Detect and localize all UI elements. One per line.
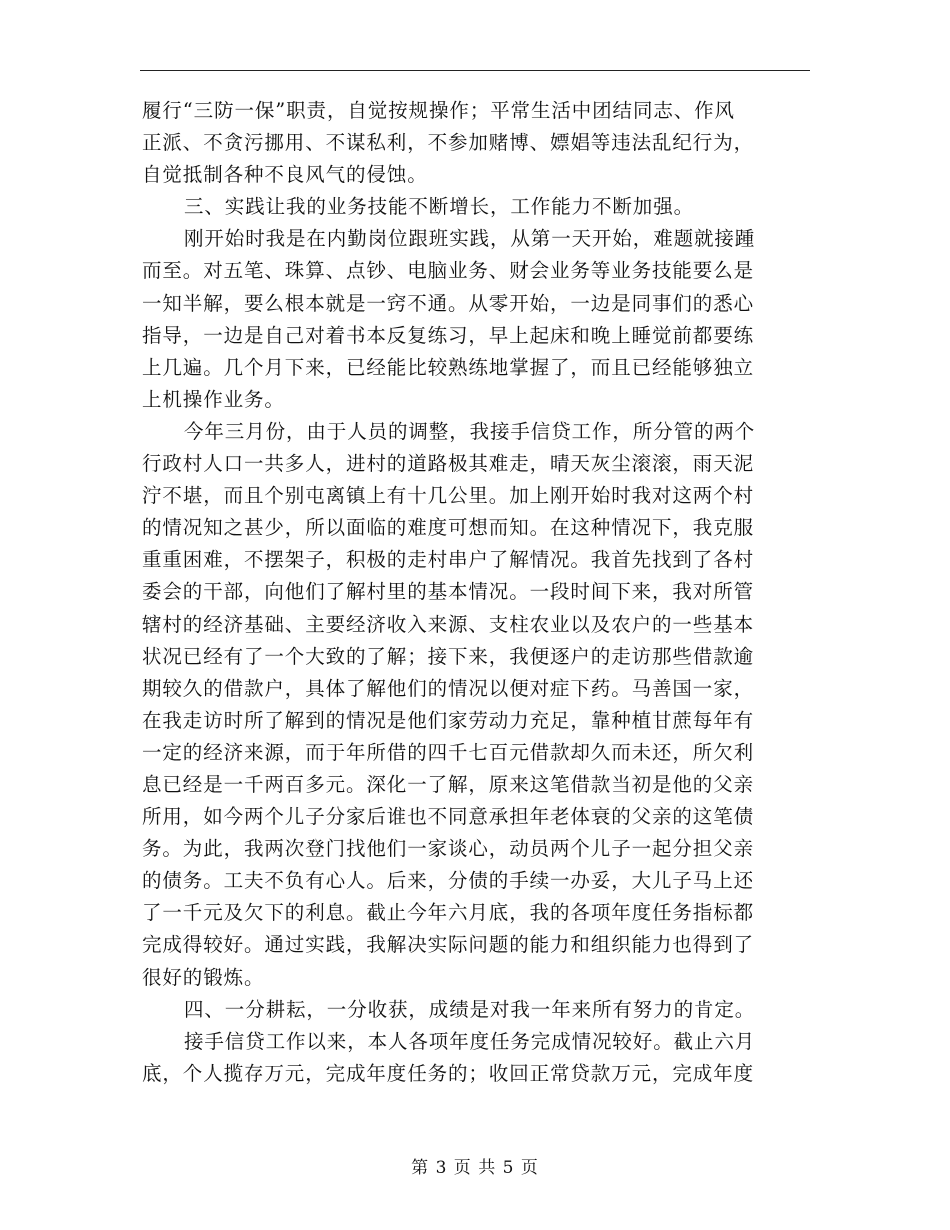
text-line: 而至。对五笔、珠算、点钞、电脑业务、财会业务等业务技能要么是 xyxy=(142,259,755,283)
text-line: 在我走访时所了解到的情况是他们家劳动力充足，靠种植甘蔗每年有 xyxy=(142,708,755,732)
text-line: 的情况知之甚少，所以面临的难度可想而知。在这种情况下，我克服 xyxy=(142,516,755,540)
text-line: 的债务。工夫不负有心人。后来，分债的手续一办妥，大儿子马上还 xyxy=(142,869,755,893)
text-line: 所用，如今两个儿子分家后谁也不同意承担年老体衰的父亲的这笔债 xyxy=(142,805,755,829)
text-line: 行政村人口一共多人，进村的道路极其难走，晴天灰尘滚滚，雨天泥 xyxy=(142,452,755,476)
text-line: 刚开始时我是在内勤岗位跟班实践，从第一天开始，难题就接踵 xyxy=(184,227,756,251)
text-line: 三、实践让我的业务技能不断增长，工作能力不断加强。 xyxy=(184,195,695,219)
text-line: 完成得较好。通过实践，我解决实际问题的能力和组织能力也得到了 xyxy=(142,933,755,957)
text-line: 委会的干部，向他们了解村里的基本情况。一段时间下来，我对所管 xyxy=(142,580,755,604)
text-line: 泞不堪，而且个别屯离镇上有十几公里。加上刚开始时我对这两个村 xyxy=(142,484,755,508)
page-number: 第 3 页 共 5 页 xyxy=(411,1158,539,1178)
text-line: 今年三月份，由于人员的调整，我接手信贷工作，所分管的两个 xyxy=(184,419,756,443)
text-line: 辖村的经济基础、主要经济收入来源、支柱农业以及农户的一些基本 xyxy=(142,612,755,636)
document-body xyxy=(142,95,802,1090)
text-line: 一定的经济来源，而于年所借的四千七百元借款却久而未还，所欠利 xyxy=(142,740,755,764)
text-line: 接手信贷工作以来，本人各项年度任务完成情况较好。截止六月 xyxy=(184,1029,756,1053)
text-line: 上机操作业务。 xyxy=(142,387,285,411)
header-rule xyxy=(140,70,810,71)
text-line: 上几遍。几个月下来，已经能比较熟练地掌握了，而且已经能够独立 xyxy=(142,355,755,379)
text-line: 一知半解，要么根本就是一窍不通。从零开始，一边是同事们的悉心 xyxy=(142,291,755,315)
text-line: 自觉抵制各种不良风气的侵蚀。 xyxy=(142,163,428,187)
text-line: 务。为此，我两次登门找他们一家谈心，动员两个儿子一起分担父亲 xyxy=(142,837,755,861)
text-line: 四、一分耕耘，一分收获，成绩是对我一年来所有努力的肯定。 xyxy=(184,997,756,1021)
text-line: 状况已经有了一个大致的了解；接下来，我便逐户的走访那些借款逾 xyxy=(142,644,755,668)
text-line: 履行“三防一保”职责，自觉按规操作；平常生活中团结同志、作风 xyxy=(142,99,735,122)
text-line: 期较久的借款户，具体了解他们的情况以便对症下药。马善国一家， xyxy=(142,676,755,700)
text-line: 底，个人揽存万元，完成年度任务的；收回正常贷款万元，完成年度 xyxy=(142,1061,755,1085)
text-line: 息已经是一千两百多元。深化一了解，原来这笔借款当初是他的父亲 xyxy=(142,772,755,796)
text-line: 了一千元及欠下的利息。截止今年六月底，我的各项年度任务指标都 xyxy=(142,901,755,925)
text-line: 重重困难，不摆架子，积极的走村串户了解情况。我首先找到了各村 xyxy=(142,548,755,572)
text-line: 很好的锻炼。 xyxy=(142,965,265,989)
text-line: 指导，一边是自己对着书本反复练习，早上起床和晚上睡觉前都要练 xyxy=(142,323,755,347)
text-line: 正派、不贪污挪用、不谋私利，不参加赌博、嫖娼等违法乱纪行为， xyxy=(142,131,755,155)
